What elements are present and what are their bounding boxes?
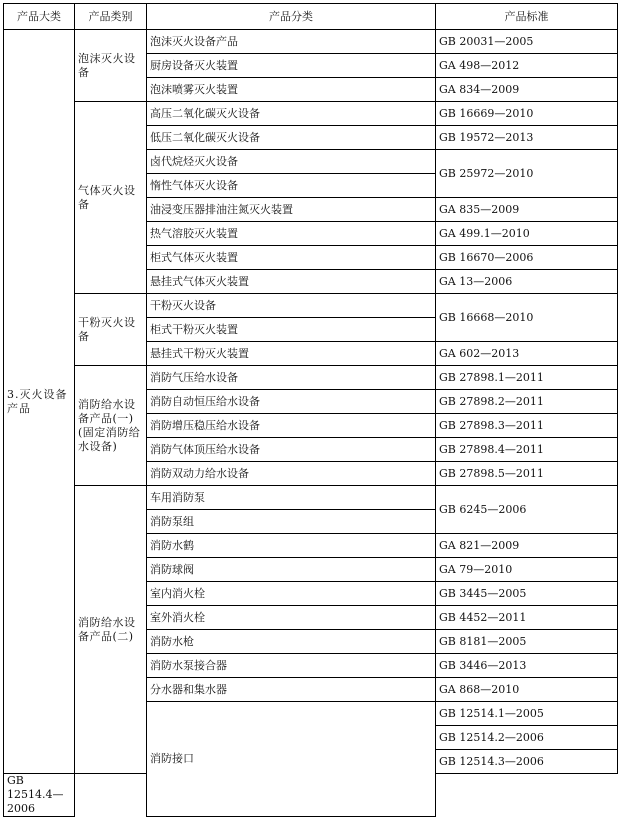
category-water-supply-1: 消防给水设备产品(一)(固定消防给水设备) bbox=[75, 366, 147, 486]
table-row bbox=[4, 366, 618, 390]
standard-cell: GA 602—2013 bbox=[436, 342, 618, 366]
major-category-cell: 3.灭火设备产品 bbox=[4, 30, 75, 774]
standard-cell: GB 12514.4—2006 bbox=[4, 774, 75, 817]
header-major-category: 产品大类 bbox=[4, 4, 75, 30]
item-cell: 消防自动恒压给水设备 bbox=[147, 390, 436, 414]
standard-cell: GB 16670—2006 bbox=[436, 246, 618, 270]
table-row bbox=[4, 294, 618, 318]
item-cell: 厨房设备灭火装置 bbox=[147, 54, 436, 78]
table-row bbox=[4, 30, 618, 54]
item-cell: 室外消火栓 bbox=[147, 606, 436, 630]
standard-cell: GB 16668—2010 bbox=[436, 294, 618, 342]
standard-cell: GA 13—2006 bbox=[436, 270, 618, 294]
table-header-row bbox=[4, 4, 618, 30]
header-standard: 产品标准 bbox=[436, 4, 618, 30]
item-cell: 消防水鹤 bbox=[147, 534, 436, 558]
standard-cell: GB 16669—2010 bbox=[436, 102, 618, 126]
standard-cell: GA 821—2009 bbox=[436, 534, 618, 558]
standard-cell: GA 835—2009 bbox=[436, 198, 618, 222]
standard-cell: GB 12514.1—2005 bbox=[436, 702, 618, 726]
item-cell: 车用消防泵 bbox=[147, 486, 436, 510]
standard-cell: GB 6245—2006 bbox=[436, 486, 618, 534]
item-cell: 低压二氧化碳灭火设备 bbox=[147, 126, 436, 150]
item-cell: 消防水枪 bbox=[147, 630, 436, 654]
item-cell: 悬挂式气体灭火装置 bbox=[147, 270, 436, 294]
item-cell: 消防增压稳压给水设备 bbox=[147, 414, 436, 438]
category-foam: 泡沫灭火设备 bbox=[75, 30, 147, 102]
item-cell: 室内消火栓 bbox=[147, 582, 436, 606]
item-cell: 油浸变压器排油注氮灭火装置 bbox=[147, 198, 436, 222]
standard-cell: GB 19572—2013 bbox=[436, 126, 618, 150]
standard-cell: GB 12514.2—2006 bbox=[436, 726, 618, 750]
standard-cell: GB 27898.5—2011 bbox=[436, 462, 618, 486]
standard-cell: GB 27898.4—2011 bbox=[436, 438, 618, 462]
standard-cell: GB 3445—2005 bbox=[436, 582, 618, 606]
category-dry-powder: 干粉灭火设备 bbox=[75, 294, 147, 366]
item-cell: 惰性气体灭火设备 bbox=[147, 174, 436, 198]
standard-cell: GA 834—2009 bbox=[436, 78, 618, 102]
item-cell: 消防气压给水设备 bbox=[147, 366, 436, 390]
standard-cell: GA 499.1—2010 bbox=[436, 222, 618, 246]
table-row bbox=[4, 102, 618, 126]
standard-cell: GB 8181—2005 bbox=[436, 630, 618, 654]
item-cell: 悬挂式干粉灭火装置 bbox=[147, 342, 436, 366]
table-row bbox=[4, 486, 618, 510]
item-cell: 柜式干粉灭火装置 bbox=[147, 318, 436, 342]
item-cell: 热气溶胶灭火装置 bbox=[147, 222, 436, 246]
standard-cell: GB 27898.3—2011 bbox=[436, 414, 618, 438]
standard-cell: GB 25972—2010 bbox=[436, 150, 618, 198]
standard-cell: GA 498—2012 bbox=[436, 54, 618, 78]
item-cell: 消防泵组 bbox=[147, 510, 436, 534]
item-cell: 干粉灭火设备 bbox=[147, 294, 436, 318]
item-cell: 消防水泵接合器 bbox=[147, 654, 436, 678]
standard-cell: GB 12514.3—2006 bbox=[436, 750, 618, 774]
item-cell: 柜式气体灭火装置 bbox=[147, 246, 436, 270]
standard-cell: GB 27898.1—2011 bbox=[436, 366, 618, 390]
item-cell: 消防接口 bbox=[147, 702, 436, 817]
standard-cell: GA 79—2010 bbox=[436, 558, 618, 582]
item-cell: 分水器和集水器 bbox=[147, 678, 436, 702]
category-water-supply-2: 消防给水设备产品(二) bbox=[75, 486, 147, 774]
standard-cell: GB 3446—2013 bbox=[436, 654, 618, 678]
item-cell: 高压二氧化碳灭火设备 bbox=[147, 102, 436, 126]
standard-cell: GB 4452—2011 bbox=[436, 606, 618, 630]
category-gas: 气体灭火设备 bbox=[75, 102, 147, 294]
header-category: 产品类别 bbox=[75, 4, 147, 30]
item-cell: 泡沫喷雾灭火装置 bbox=[147, 78, 436, 102]
standard-cell: GA 868—2010 bbox=[436, 678, 618, 702]
item-cell: 消防气体顶压给水设备 bbox=[147, 438, 436, 462]
standard-cell: GB 20031—2005 bbox=[436, 30, 618, 54]
standard-cell: GB 27898.2—2011 bbox=[436, 390, 618, 414]
item-cell: 消防球阀 bbox=[147, 558, 436, 582]
item-cell: 泡沫灭火设备产品 bbox=[147, 30, 436, 54]
header-classification: 产品分类 bbox=[147, 4, 436, 30]
item-cell: 消防双动力给水设备 bbox=[147, 462, 436, 486]
item-cell: 卤代烷烃灭火设备 bbox=[147, 150, 436, 174]
product-standards-table bbox=[3, 3, 618, 817]
